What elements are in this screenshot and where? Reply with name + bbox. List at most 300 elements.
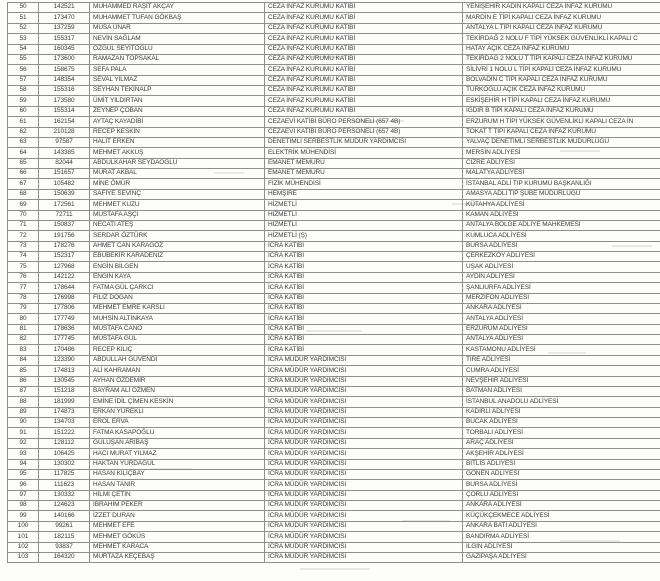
cell-assignment: İSTANBAL ADLİ TIP KURUMU BAŞKANLIĞI (463, 179, 660, 189)
table-row (8, 34, 660, 44)
cell-assignment: ANTALYA ADLİYESİ (463, 314, 660, 324)
cell-name: EMİNE İDİL ÇİMEN KESKİN (90, 397, 265, 407)
cell-title: CEZA İNFAZ KURUMU KATİBİ (265, 86, 463, 96)
cell-row-no: 60 (8, 107, 39, 117)
table-row (8, 366, 660, 376)
table-row (8, 231, 660, 241)
cell-title: ELEKTRİK MÜHENDİSİ (265, 148, 463, 158)
cell-row-no: 57 (8, 76, 39, 86)
cell-name: FİLİZ DOĞAN (90, 294, 265, 304)
cell-row-no: 85 (8, 366, 39, 376)
cell-name: ENGİN BİLGEN (90, 262, 265, 272)
cell-registry-no: 97587 (39, 138, 90, 148)
cell-assignment: MALATYA ADLİYESİ (463, 169, 660, 179)
cell-row-no: 56 (8, 65, 39, 75)
cell-row-no: 76 (8, 273, 39, 283)
cell-registry-no: 172561 (39, 200, 90, 210)
cell-assignment: BİTLİS ADLİYESİ (463, 460, 660, 470)
cell-name: MURAT AKBAL (90, 169, 265, 179)
cell-title: İCRA KATİBİ (265, 283, 463, 293)
cell-registry-no: 130545 (39, 377, 90, 387)
table-row (8, 45, 660, 55)
table-row (8, 76, 660, 86)
cell-assignment: YALVAÇ DENETİMLİ SERBESTLİK MÜDÜRLÜĞÜ (463, 138, 660, 148)
cell-row-no: 92 (8, 439, 39, 449)
cell-name: MEHMET KARACA (90, 543, 265, 553)
table-row (8, 148, 660, 158)
cell-row-no: 99 (8, 511, 39, 521)
cell-registry-no: 162154 (39, 117, 90, 127)
cell-name: MEHMET GÖKÜS (90, 532, 265, 542)
table-row (8, 439, 660, 449)
table-row (8, 460, 660, 470)
cell-name: SERDAR ÖZTÜRK (90, 231, 265, 241)
table-row (8, 86, 660, 96)
cell-row-no: 95 (8, 470, 39, 480)
cell-row-no: 53 (8, 34, 39, 44)
cell-title: İCRA KATİBİ (265, 273, 463, 283)
cell-assignment: BOLVADİN C TİPİ KAPALI CEZA İNFAZ KURUMU (463, 76, 660, 86)
table-row (8, 314, 660, 324)
table-row (8, 96, 660, 106)
table-row (8, 138, 660, 148)
table-row (8, 159, 660, 169)
cell-registry-no: 150639 (39, 190, 90, 200)
cell-assignment: ERZURUM ADLİYESİ (463, 325, 660, 335)
cell-registry-no: 105482 (39, 179, 90, 189)
cell-assignment: MARDİN E TİPİ KAPALI CEZA İNFAZ KURUMU (463, 13, 660, 23)
table-row (8, 511, 660, 521)
table-row (8, 190, 660, 200)
cell-name: SEYHAN TEKİNALP (90, 86, 265, 96)
cell-assignment: BURSA ADLİYESİ (463, 242, 660, 252)
table-row (8, 553, 660, 563)
cell-assignment: KAMAN ADLİYESİ (463, 211, 660, 221)
cell-row-no: 83 (8, 345, 39, 355)
cell-name: MEHMET EFE (90, 522, 265, 532)
table-row (8, 3, 660, 13)
table-row (8, 252, 660, 262)
cell-registry-no: 130332 (39, 491, 90, 501)
table-row (8, 169, 660, 179)
cell-title: İCRA MÜDÜR YARDIMCISI (265, 480, 463, 490)
table-row (8, 221, 660, 231)
cell-row-no: 84 (8, 356, 39, 366)
cell-row-no: 68 (8, 190, 39, 200)
cell-row-no: 82 (8, 335, 39, 345)
cell-row-no: 54 (8, 45, 39, 55)
cell-name: MUSTAFA AŞÇI (90, 211, 265, 221)
cell-row-no: 69 (8, 200, 39, 210)
cell-registry-no: 99261 (39, 522, 90, 532)
cell-assignment: MERZİFON ADLİYESİ (463, 294, 660, 304)
cell-row-no: 73 (8, 242, 39, 252)
cell-title: İCRA KATİBİ (265, 325, 463, 335)
cell-name: MUSA ÜNAR (90, 24, 265, 34)
cell-assignment: AKŞEHİR ADLİYESİ (463, 449, 660, 459)
cell-row-no: 89 (8, 408, 39, 418)
table-row (8, 24, 660, 34)
table-row (8, 532, 660, 542)
table-row (8, 522, 660, 532)
cell-title: CEZAEVİ KATİBİ BÜRO PERSONELİ (657 4B) (265, 128, 463, 138)
cell-name: HASAN TANIR (90, 480, 265, 490)
cell-name: RECEP KILIÇ (90, 345, 265, 355)
table-row (8, 491, 660, 501)
cell-title: HİZMETLİ (Ş) (265, 231, 463, 241)
cell-title: İCRA MÜDÜR YARDIMCISI (265, 511, 463, 521)
cell-name: AYTAÇ KAYADİBİ (90, 117, 265, 127)
cell-name: İBRAHİM PEKER (90, 501, 265, 511)
table-row (8, 242, 660, 252)
cell-registry-no: 155316 (39, 86, 90, 96)
table-row (8, 55, 660, 65)
cell-name: AHMET CAN KARAGÖZ (90, 242, 265, 252)
cell-registry-no: 177749 (39, 314, 90, 324)
cell-row-no: 71 (8, 221, 39, 231)
cell-row-no: 66 (8, 169, 39, 179)
cell-registry-no: 151218 (39, 387, 90, 397)
table-row (8, 501, 660, 511)
cell-registry-no: 128112 (39, 439, 90, 449)
cell-assignment: ANTALYA ADLİYESİ (463, 335, 660, 345)
cell-name: RECEP KESKİN (90, 128, 265, 138)
cell-assignment: CUMRA ADLİYESİ (463, 366, 660, 376)
cell-assignment: IĞDIR B TİPİ KAPALI CEZA İNFAZ KURUMU (463, 107, 660, 117)
cell-name: MEHMET EMRE KARSLI (90, 304, 265, 314)
cell-name: SEFA PALA (90, 65, 265, 75)
cell-title: İCRA MÜDÜR YARDIMCISI (265, 397, 463, 407)
cell-title: İCRA MÜDÜR YARDIMCISI (265, 418, 463, 428)
cell-registry-no: 140166 (39, 511, 90, 521)
cell-registry-no: 142521 (39, 3, 90, 13)
cell-name: ABDULKAHAR SEYDAOĞLU (90, 159, 265, 169)
cell-registry-no: 174873 (39, 408, 90, 418)
cell-registry-no: 143385 (39, 148, 90, 158)
cell-title: CEZA İNFAZ KURUMU KATİBİ (265, 96, 463, 106)
cell-title: İCRA MÜDÜR YARDIMCISI (265, 470, 463, 480)
cell-assignment: BANDIRMA ADLİYESİ (463, 532, 660, 542)
cell-title: CEZA İNFAZ KURUMU KATİBİ (265, 13, 463, 23)
cell-registry-no: 178644 (39, 283, 90, 293)
cell-row-no: 98 (8, 501, 39, 511)
cell-row-no: 101 (8, 532, 39, 542)
cell-registry-no: 93837 (39, 543, 90, 553)
cell-assignment: ANKARA BATI ADLİYESİ (463, 522, 660, 532)
cell-name: MUHAMMED RAŞİT AKÇAY (90, 3, 265, 13)
cell-name: GÜLÜŞAN ARIBAŞ (90, 439, 265, 449)
cell-name: ÜMİT YILDIRTAN (90, 96, 265, 106)
cell-name: RAMAZAN TOPSAKAL (90, 55, 265, 65)
table-row (8, 345, 660, 355)
cell-assignment: ARAÇ ADLİYESİ (463, 439, 660, 449)
cell-name: MUSTAFA CANO (90, 325, 265, 335)
cell-row-no: 61 (8, 117, 39, 127)
cell-assignment: KÜÇÜKÇEKMECE ADLİYESİ (463, 511, 660, 521)
cell-title: HİZMETLİ (265, 200, 463, 210)
cell-name: ALİ KAHRAMAN (90, 366, 265, 376)
cell-registry-no: 174813 (39, 366, 90, 376)
cell-registry-no: 158675 (39, 65, 90, 75)
cell-name: SEVAL YILMAZ (90, 76, 265, 86)
cell-registry-no: 176998 (39, 294, 90, 304)
cell-assignment: KADİRLİ ADLİYESİ (463, 408, 660, 418)
cell-row-no: 103 (8, 553, 39, 563)
cell-assignment: ANTALYA BÖLGE ADLİYE MAHKEMESİ (463, 221, 660, 231)
cell-row-no: 72 (8, 231, 39, 241)
table-row (8, 377, 660, 387)
cell-assignment: ILGIN ADLİYESİ (463, 543, 660, 553)
cell-assignment: AMASYA ADLİ TIP ŞUBE MÜDÜRLÜĞÜ (463, 190, 660, 200)
table-row (8, 211, 660, 221)
cell-name: HASAN KILIÇBAY (90, 470, 265, 480)
cell-registry-no: 173580 (39, 96, 90, 106)
cell-title: EMANET MEMURU (265, 159, 463, 169)
cell-assignment: GÖNEN ADLİYESİ (463, 470, 660, 480)
cell-title: CEZAEVİ KATİBİ BÜRO PERSONELİ (657 4B) (265, 117, 463, 127)
cell-assignment: TORBALI ADLİYESİ (463, 428, 660, 438)
cell-registry-no: 160345 (39, 45, 90, 55)
cell-title: FİZİK MÜHENDİSİ (265, 179, 463, 189)
cell-title: İCRA MÜDÜR YARDIMCISI (265, 356, 463, 366)
cell-registry-no: 177745 (39, 335, 90, 345)
table-row (8, 200, 660, 210)
cell-registry-no: 124623 (39, 501, 90, 511)
cell-title: İCRA MÜDÜR YARDIMCISI (265, 449, 463, 459)
cell-row-no: 100 (8, 522, 39, 532)
cell-registry-no: 106425 (39, 449, 90, 459)
personnel-table (7, 2, 660, 563)
cell-assignment: KASTAMONU ADLİYESİ (463, 345, 660, 355)
cell-row-no: 70 (8, 211, 39, 221)
cell-row-no: 96 (8, 480, 39, 490)
cell-assignment: KUMLUCA ADLİYESİ (463, 231, 660, 241)
cell-title: İCRA MÜDÜR YARDIMCISI (265, 543, 463, 553)
cell-name: FATMA KASAPOĞLU (90, 428, 265, 438)
cell-row-no: 52 (8, 24, 39, 34)
cell-title: CEZA İNFAZ KURUMU KATİBİ (265, 76, 463, 86)
cell-assignment: İSTANBUL ANADOLU ADLİYESİ (463, 397, 660, 407)
cell-row-no: 55 (8, 55, 39, 65)
cell-assignment: TOKAT T TİPİ KAPALI CEZA İNFAZ KURUMU (463, 128, 660, 138)
cell-row-no: 87 (8, 387, 39, 397)
cell-title: HİZMETLİ (265, 211, 463, 221)
cell-assignment: TEKİRDAĞ 2 NOLU T TİPİ KAPALI CEZA İNFAZ KURUMU (463, 55, 660, 65)
cell-title: CEZA İNFAZ KURUMU KATİBİ (265, 55, 463, 65)
cell-registry-no: 150837 (39, 221, 90, 231)
table-row (8, 470, 660, 480)
table-row (8, 408, 660, 418)
cell-title: EMANET MEMURU (265, 169, 463, 179)
table-row (8, 356, 660, 366)
cell-row-no: 97 (8, 491, 39, 501)
cell-assignment: TÜRKOĞLU AÇIK CEZA İNFAZ KURUMU (463, 86, 660, 96)
cell-assignment: BUCAK ADLİYESİ (463, 418, 660, 428)
cell-name: SAFİYE SEVİNÇ (90, 190, 265, 200)
table-row (8, 397, 660, 407)
cell-assignment: ANKARA ADLİYESİ (463, 501, 660, 511)
table-row (8, 179, 660, 189)
cell-assignment: GAZİPAŞA ADLİYESİ (463, 553, 660, 563)
cell-row-no: 63 (8, 138, 39, 148)
cell-name: MUSTAFA GÜL (90, 335, 265, 345)
cell-name: ERKAN YÜREKLİ (90, 408, 265, 418)
cell-name: MUHAMMET TUFAN GÖKBAŞ (90, 13, 265, 23)
cell-registry-no: 148354 (39, 76, 90, 86)
table-row (8, 283, 660, 293)
table-row (8, 294, 660, 304)
cell-row-no: 102 (8, 543, 39, 553)
cell-registry-no: 123390 (39, 356, 90, 366)
table-row (8, 387, 660, 397)
cell-title: İCRA MÜDÜR YARDIMCISI (265, 387, 463, 397)
cell-name: BAYRAM ALİ ÖZMEN (90, 387, 265, 397)
cell-assignment: ANTALYA L TİPİ KAPALI CEZA İNFAZ KURUMU (463, 24, 660, 34)
cell-name: ENGİN KAYA (90, 273, 265, 283)
cell-assignment: UŞAK ADLİYESİ (463, 262, 660, 272)
cell-registry-no: 191756 (39, 231, 90, 241)
cell-assignment: BURSA ADLİYESİ (463, 480, 660, 490)
cell-title: İCRA KATİBİ (265, 294, 463, 304)
cell-assignment: KÜTAHYA ADLİYESİ (463, 200, 660, 210)
cell-registry-no: 164320 (39, 553, 90, 563)
cell-title: CEZA İNFAZ KURUMU KATİBİ (265, 34, 463, 44)
cell-assignment: ÇERKEZKÖY ADLİYESİ (463, 252, 660, 262)
cell-row-no: 78 (8, 294, 39, 304)
cell-row-no: 79 (8, 304, 39, 314)
cell-row-no: 65 (8, 159, 39, 169)
cell-row-no: 74 (8, 252, 39, 262)
cell-assignment: HATAY AÇIK CEZA İNFAZ KURUMU (463, 45, 660, 55)
cell-name: MEHMET KUZU (90, 200, 265, 210)
cell-name: HAKTAN YURDAGÜL (90, 460, 265, 470)
cell-assignment: YENİŞEHİR KADIN KAPALI CEZA İNFAZ KURUMU (463, 3, 660, 13)
cell-assignment: AYDIN ADLİYESİ (463, 273, 660, 283)
cell-name: MİNE ÖMÜR (90, 179, 265, 189)
cell-title: DENETİMLİ SERBESTLİK MÜDÜR YARDIMCISI (265, 138, 463, 148)
cell-title: İCRA KATİBİ (265, 345, 463, 355)
cell-title: İCRA MÜDÜR YARDIMCISI (265, 460, 463, 470)
cell-name: EBUBEKİR KARADENİZ (90, 252, 265, 262)
scan-smudge (300, 568, 370, 570)
cell-row-no: 77 (8, 283, 39, 293)
cell-name: MURTAZA KEÇEBAŞ (90, 553, 265, 563)
cell-registry-no: 130302 (39, 460, 90, 470)
cell-row-no: 86 (8, 377, 39, 387)
cell-title: CEZA İNFAZ KURUMU KATİBİ (265, 3, 463, 13)
cell-title: CEZA İNFAZ KURUMU KATİBİ (265, 45, 463, 55)
cell-assignment: SİLİVRİ 1 NOLU L TİPİ KAPALI CEZA İNFAZ KURUMU (463, 65, 660, 75)
cell-registry-no: 155314 (39, 107, 90, 117)
cell-registry-no: 134703 (39, 418, 90, 428)
cell-row-no: 62 (8, 128, 39, 138)
cell-registry-no: 181999 (39, 397, 90, 407)
cell-registry-no: 155317 (39, 34, 90, 44)
cell-title: İCRA KATİBİ (265, 262, 463, 272)
cell-title: İCRA MÜDÜR YARDIMCISI (265, 553, 463, 563)
cell-title: İCRA MÜDÜR YARDIMCISI (265, 522, 463, 532)
cell-registry-no: 178636 (39, 325, 90, 335)
cell-title: HEMŞİRE (265, 190, 463, 200)
cell-row-no: 88 (8, 397, 39, 407)
cell-title: İCRA MÜDÜR YARDIMCISI (265, 501, 463, 511)
cell-registry-no: 82044 (39, 159, 90, 169)
cell-assignment: TEKİRDAĞ 2 NOLU F TİPİ YÜKSEK GÜVENLİKLİ KAPALI C (463, 34, 660, 44)
cell-assignment: ANKARA ADLİYESİ (463, 304, 660, 314)
cell-title: İCRA MÜDÜR YARDIMCISI (265, 408, 463, 418)
cell-name: ZEYNEP ÇOBAN (90, 107, 265, 117)
cell-registry-no: 72711 (39, 211, 90, 221)
cell-assignment: MERSİN ADLİYESİ (463, 148, 660, 158)
table-row (8, 325, 660, 335)
cell-assignment: TİRE ADLİYESİ (463, 356, 660, 366)
table-row (8, 262, 660, 272)
table-row (8, 117, 660, 127)
cell-row-no: 91 (8, 428, 39, 438)
table-row (8, 107, 660, 117)
table-row (8, 128, 660, 138)
cell-title: İCRA KATİBİ (265, 242, 463, 252)
table-row (8, 304, 660, 314)
cell-assignment: CİZRE ADLİYESİ (463, 159, 660, 169)
cell-title: CEZA İNFAZ KURUMU KATİBİ (265, 24, 463, 34)
cell-name: FATMA GÜL ÇARKCI (90, 283, 265, 293)
cell-assignment: ESKİŞEHİR H TİPİ KAPALI CEZA İNFAZ KURUMU (463, 96, 660, 106)
cell-title: İCRA MÜDÜR YARDIMCISI (265, 366, 463, 376)
cell-registry-no: 177806 (39, 304, 90, 314)
table-row (8, 480, 660, 490)
cell-registry-no: 170486 (39, 345, 90, 355)
cell-title: CEZA İNFAZ KURUMU KATİBİ (265, 65, 463, 75)
cell-registry-no: 182115 (39, 532, 90, 542)
cell-row-no: 50 (8, 3, 39, 13)
cell-assignment: ÇORLU ADLİYESİ (463, 491, 660, 501)
cell-row-no: 51 (8, 13, 39, 23)
cell-title: İCRA MÜDÜR YARDIMCISI (265, 377, 463, 387)
cell-registry-no: 137259 (39, 24, 90, 34)
cell-name: NECATİ ATEŞ (90, 221, 265, 231)
table-row (8, 13, 660, 23)
cell-row-no: 93 (8, 449, 39, 459)
cell-row-no: 90 (8, 418, 39, 428)
cell-assignment: ERZURUM H TİPİ YÜKSEK GÜVENLİKLİ KAPALI CEZA İN (463, 117, 660, 127)
table-row (8, 273, 660, 283)
cell-registry-no: 210128 (39, 128, 90, 138)
cell-registry-no: 151222 (39, 428, 90, 438)
cell-row-no: 75 (8, 262, 39, 272)
table-row (8, 418, 660, 428)
cell-registry-no: 178276 (39, 242, 90, 252)
cell-title: İCRA MÜDÜR YARDIMCISI (265, 428, 463, 438)
table-row (8, 428, 660, 438)
cell-row-no: 81 (8, 325, 39, 335)
cell-name: ABDULLAH GÜVENDİ (90, 356, 265, 366)
cell-row-no: 94 (8, 460, 39, 470)
cell-title: İCRA MÜDÜR YARDIMCISI (265, 491, 463, 501)
table-row (8, 65, 660, 75)
table-row (8, 543, 660, 553)
cell-registry-no: 127968 (39, 262, 90, 272)
cell-name: EROL ERVA (90, 418, 265, 428)
cell-title: CEZA İNFAZ KURUMU KATİBİ (265, 107, 463, 117)
table-row (8, 335, 660, 345)
cell-name: AYHAN ÖZDEMİR (90, 377, 265, 387)
cell-registry-no: 111623 (39, 480, 90, 490)
cell-registry-no: 173600 (39, 55, 90, 65)
cell-name: HİLMİ ÇETİN (90, 491, 265, 501)
cell-row-no: 58 (8, 86, 39, 96)
cell-registry-no: 151657 (39, 169, 90, 179)
